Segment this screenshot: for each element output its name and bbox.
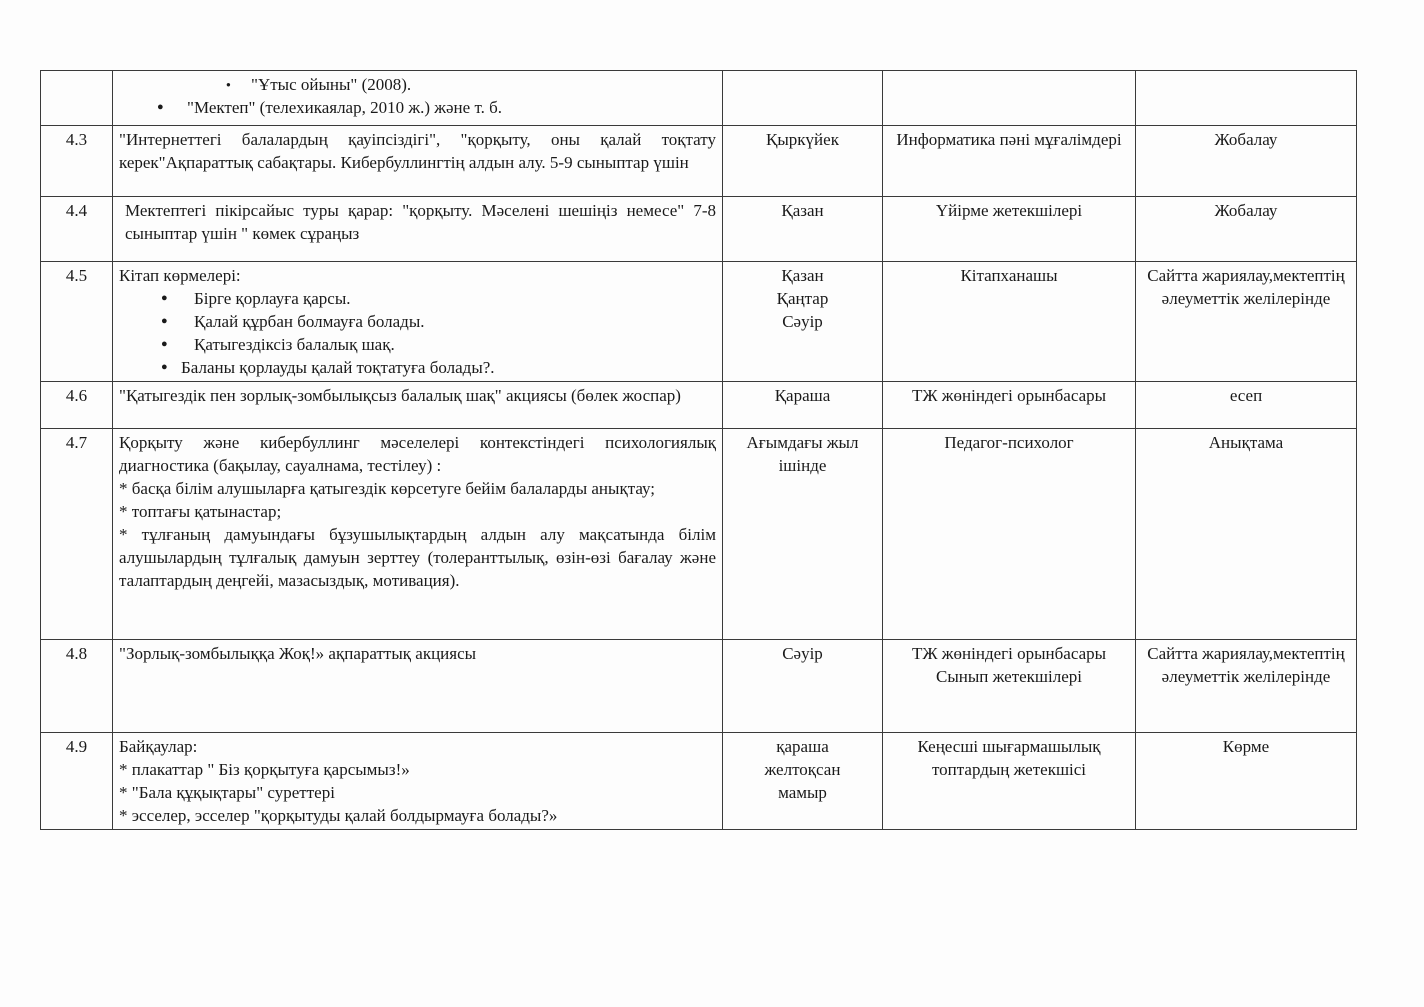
row-time: Қыркүйек [723, 126, 883, 197]
row-responsible: Үйірме жетекшілері [883, 197, 1136, 262]
table-row [41, 429, 1357, 640]
activity-plan-table [40, 70, 1357, 830]
row-result [1136, 71, 1357, 126]
row-number: 4.3 [41, 126, 113, 197]
time-line: мамыр [778, 783, 827, 802]
table-row [41, 197, 1357, 262]
table-row [41, 733, 1357, 830]
responsible-line: Сынып жетекшілері [936, 667, 1082, 686]
time-line: Сәуір [782, 312, 823, 331]
row-number: 4.5 [41, 262, 113, 382]
row-number: 4.8 [41, 640, 113, 733]
table-row [41, 382, 1357, 429]
row-time: Ағымдағы жыл ішінде [723, 429, 883, 640]
row-result: Көрме [1136, 733, 1357, 830]
row-description [113, 197, 723, 262]
row-description [113, 126, 723, 197]
row-description [113, 640, 723, 733]
description-line: * плакаттар " Біз қорқытуға қарсымыз!» [119, 760, 410, 779]
row-time: Қараша [723, 382, 883, 429]
row-time [723, 733, 883, 830]
list-item: ● "Мектеп" (телехикаялар, 2010 ж.) және т. б. [119, 96, 716, 119]
time-line: Қазан [781, 266, 824, 285]
description-line: * эсселер, эсселер "қорқытуды қалай болдырмауға болады?» [119, 806, 558, 825]
description-text: Қорқыту және кибербуллинг мәселелері контекстіндегі психологиялық диагностика (бақылау, сауалнама, тестілеу) : [119, 433, 716, 475]
description-line: * басқа білім алушыларға қатыгездік көрсетуге бейім балаларды анықтау; [119, 479, 656, 498]
description-text: "Қатыгездік пен зорлық-зомбылықсыз балалық шақ" акциясы (бөлек жоспар) [119, 386, 681, 405]
row-number: 4.7 [41, 429, 113, 640]
table-row [41, 126, 1357, 197]
row-result: Анықтама [1136, 429, 1357, 640]
list-item: ● Қатыгездіксіз балалық шақ. [119, 333, 716, 356]
row-responsible: Информатика пәні мұғалімдері [883, 126, 1136, 197]
row-number [41, 71, 113, 126]
row-number: 4.6 [41, 382, 113, 429]
row-time: Қазан [723, 197, 883, 262]
description-text: Кітап көрмелері: [119, 266, 241, 285]
row-result: есеп [1136, 382, 1357, 429]
row-description [113, 429, 723, 640]
row-description [113, 71, 723, 126]
table-row [41, 640, 1357, 733]
description-text: Байқаулар: [119, 737, 198, 756]
time-line: қараша [776, 737, 829, 756]
description-text: "Интернеттегі балалардың қауіпсіздігі", "қорқыту, оны қалай тоқтату керек"Ақпараттық сабақтары. Кибербуллингтің алдын алу. 5-9 сыныптар үшін [119, 130, 716, 172]
row-time: Сәуір [723, 640, 883, 733]
description-text: Мектептегі пікірсайыс туры қарар: "қорқыту. Мәселені шешіңіз немесе" 7-8 сыныптар үшін " көмек сұраңыз [125, 201, 716, 243]
row-number: 4.9 [41, 733, 113, 830]
row-result: Сайтта жариялау,мектептің әлеуметтік желілерінде [1136, 640, 1357, 733]
table-row [41, 262, 1357, 382]
row-time [723, 71, 883, 126]
time-line: желтоқсан [764, 760, 841, 779]
responsible-line: ТЖ жөніндегі орынбасары [911, 644, 1107, 663]
table-row [41, 71, 1357, 126]
row-description [113, 733, 723, 830]
row-time [723, 262, 883, 382]
description-line: * топтағы қатынастар; [119, 502, 282, 521]
row-responsible: Кеңесші шығармашылық топтардың жетекшісі [883, 733, 1136, 830]
row-description [113, 262, 723, 382]
description-text: "Зорлық-зомбылыққа Жоқ!» ақпараттық акциясы [119, 644, 477, 663]
list-item: ● Бірге қорлауға қарсы. [119, 287, 716, 310]
list-item: ● Баланы қорлауды қалай тоқтатуға болады?. [119, 356, 716, 379]
description-line: * тұлғаның дамуындағы бұзушылықтардың алдын алу мақсатында білім алушылардың тұлғалық дамуын зерттеу (толеранттылық, өзін-өзі бағалау және талаптардың деңгейі, мазасыздық, мотивация). [119, 525, 716, 590]
row-description [113, 382, 723, 429]
list-item: ● Қалай құрбан болмауға болады. [119, 310, 716, 333]
row-responsible [883, 71, 1136, 126]
description-line: * "Бала құқықтары" суреттері [119, 783, 335, 802]
row-result: Сайтта жариялау,мектептің әлеуметтік желілерінде [1136, 262, 1357, 382]
row-responsible: Педагог-психолог [883, 429, 1136, 640]
time-line: Қаңтар [776, 289, 829, 308]
row-number: 4.4 [41, 197, 113, 262]
list-item: ● "Ұтыс ойыны" (2008). [119, 73, 716, 96]
row-result: Жобалау [1136, 126, 1357, 197]
row-responsible [883, 640, 1136, 733]
row-responsible: ТЖ жөніндегі орынбасары [883, 382, 1136, 429]
row-responsible: Кітапханашы [883, 262, 1136, 382]
row-result: Жобалау [1136, 197, 1357, 262]
